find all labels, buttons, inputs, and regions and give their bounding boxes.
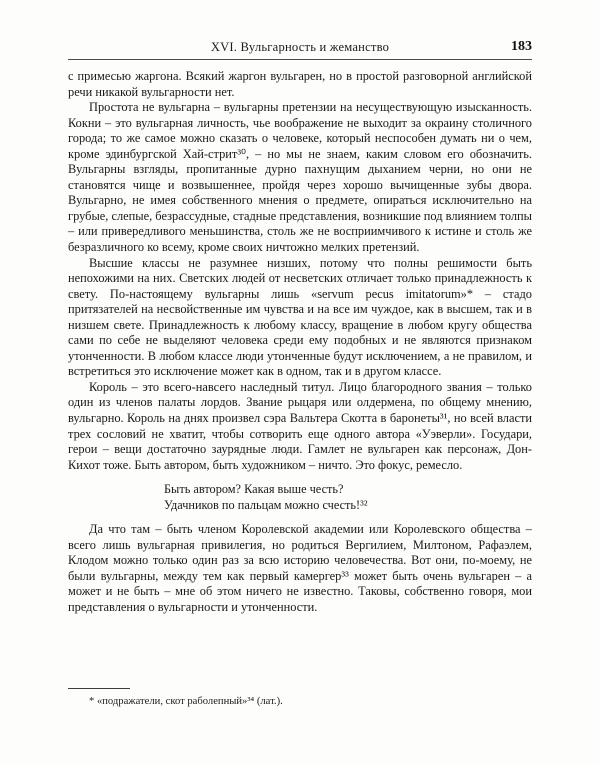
header-divider bbox=[68, 59, 532, 60]
footnote-area bbox=[68, 688, 532, 708]
verse-line-2: Удачников по пальцам можно счесть!³² bbox=[164, 497, 368, 512]
verse-line-1: Быть автором? Какая выше честь? bbox=[164, 482, 344, 497]
page-content bbox=[68, 40, 532, 616]
verse-block bbox=[68, 482, 532, 513]
page-header bbox=[68, 40, 532, 55]
footnote-text: «подражатели, скот раболепный»³⁴ (лат.). bbox=[96, 696, 283, 707]
paragraph-1: с примесью жаргона. Всякий жаргон вульгарен, но в простой разговорной английской речи никакой вульгарности нет. bbox=[68, 69, 532, 99]
footnote-marker: * bbox=[89, 696, 95, 707]
paragraph-4: Король – это всего-навсего наследный титул. Лицо благородного звания – только один из членов палаты лордов. Звание рыцаря или олдермена, по общему мнению, вульгарно. Король на днях произвел сэра Вальтера Скотта в баронеты³¹, но всей власти трех сословий не хватит, чтобы сотворить еще одного автора «Уэверли». Государи, герои – вещи достаточно заурядные люди. Гамлет не вульгарен как персонаж, Дон-Кихот тоже. Быть автором, быть художником – ничто. Это фокус, ремесло. bbox=[68, 379, 532, 472]
paragraph-2: Простота не вульгарна – вульгарны претензии на несуществующую изысканность. Кокни – это вульгарная личность, чье воображение не выходит за окраину столичного города; то же самое можно сказать о человеке, который неспособен думать ни о чем, кроме эдинбургской Хай-стрит³⁰, – но мы не знаем, каким словом его обозначить. Вульгарны взгляды, пропитанные дурно пахнущим дыханием черни, но они не становятся чище и возвышеннее, пройдя через хорошо вычищенные зубы двора. Вульгарно, не имея собственного мнения о предмете, опираться исключительно на грубые, слепые, безрассудные, стадные представления, возникшие под влиянием толпы – или привередливого меньшинства, столь же не восприимчивого к истине и столь же безразличного ко всему, кроме своих ничтожно мелких претензий. bbox=[68, 100, 532, 255]
paragraph-5: Да что там – быть членом Королевской академии или Королевского общества – всего лишь вульгарная привилегия, но родиться Вергилием, Милтоном, Рафаэлем, Клодом можно только один раз за всю историю человечества. Вот они, по-моему, не были вульгарны, между тем как первый камергер³³ может быть очень вульгарен – а может и не быть – мне об этом ничего не известно. Таковы, собственно говоря, мои представления о вульгарности и утонченности. bbox=[68, 522, 532, 614]
page-number: 183 bbox=[511, 39, 532, 54]
running-head: XVI. Вульгарность и жеманство bbox=[210, 40, 390, 54]
footnote-divider bbox=[68, 688, 130, 689]
paragraph-3: Высшие классы не разумнее низших, потому что полны решимости быть непохожими на них. Светских людей от несветских отличает только принадлежность к свету. По-настоящему вульгарны лишь «servum pecus imitatorum»* – стадо притязателей на несвойственные им чувства и на все им чуждое, как в высшем, так и в низшем свете. Принадлежность к любому классу, вращение в любом кругу общества сами по себе не выделяют человека среди ему подобных и не являются признаком утонченности. В любом классе люди утонченные будут исключением, а не правилом, и встретиться это исключение может как в одном, так и в другом классе. bbox=[68, 255, 532, 379]
footnote bbox=[68, 695, 532, 708]
